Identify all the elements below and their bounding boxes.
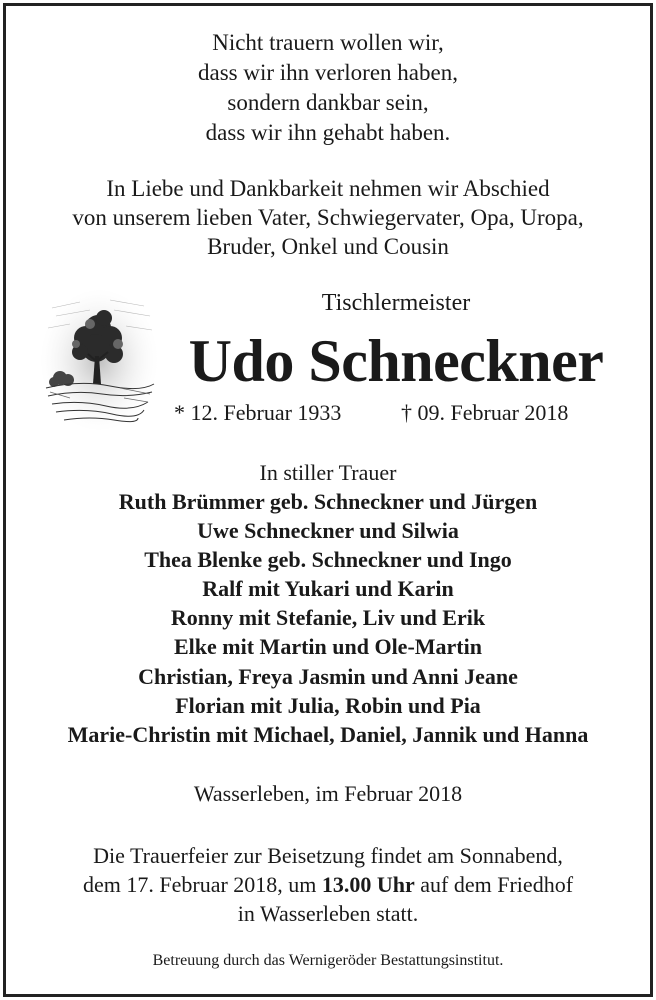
ceremony-notice [6,841,650,928]
farewell-line: von unserem lieben Vater, Schwiegervater, Opa, Uropa, [72,205,584,230]
farewell-line: Bruder, Onkel und Cousin [207,234,449,259]
mourner-line: Thea Blenke geb. Schneckner und Ingo [144,547,512,573]
ceremony-line: in Wasserleben statt. [237,901,419,926]
poem-line: dass wir ihn verloren haben, [198,60,458,85]
mourner-line: Marie-Christin mit Michael, Daniel, Jannik und Hanna [67,721,589,747]
mourner-line: Ruth Brümmer geb. Schneckner und Jürgen [118,489,538,514]
deceased-profession: Tischlermeister [321,290,471,316]
poem-line: Nicht trauern wollen wir, [212,30,444,55]
ceremony-line: Die Trauerfeier zur Beisetzung findet am Sonnabend, [93,843,563,868]
poem-line: sondern dankbar sein, [227,90,429,115]
mourning-heading: In stiller Trauer [259,460,397,485]
ceremony-time: 13.00 Uhr [321,872,415,897]
mourners-list [6,487,650,749]
ceremony-date-text: dem 17. Februar 2018, um [82,872,322,897]
mourner-line: Florian mit Julia, Robin und Pia [175,692,481,718]
birth-date: * 12. Februar 1933 [174,400,342,425]
mourner-line: Ronny mit Stefanie, Liv und Erik [170,605,486,631]
death-date: † 09. Februar 2018 [401,400,569,425]
mourner-line: Ralf mit Yukari und Karin [202,576,454,602]
place-date: Wasserleben, im Februar 2018 [193,781,463,806]
tree-illustration [40,288,158,430]
mourner-line: Elke mit Martin und Ole-Martin [174,634,482,660]
funeral-home-note: Betreuung durch das Wernigeröder Bestattungsinstitut. [152,952,504,969]
ceremony-location-text: auf dem Friedhof [414,872,574,897]
deceased-name: Udo Schneckner [188,328,604,394]
farewell-line: In Liebe und Dankbarkeit nehmen wir Abschied [106,176,550,201]
farewell-text [6,174,650,261]
mourner-line: Christian, Freya Jasmin und Anni Jeane [138,663,518,689]
obituary-frame [3,3,653,997]
poem-line: dass wir ihn gehabt haben. [205,120,451,145]
poem [6,28,650,148]
ceremony-line [6,870,650,899]
mourner-line: Uwe Schneckner und Silwia [197,518,459,544]
